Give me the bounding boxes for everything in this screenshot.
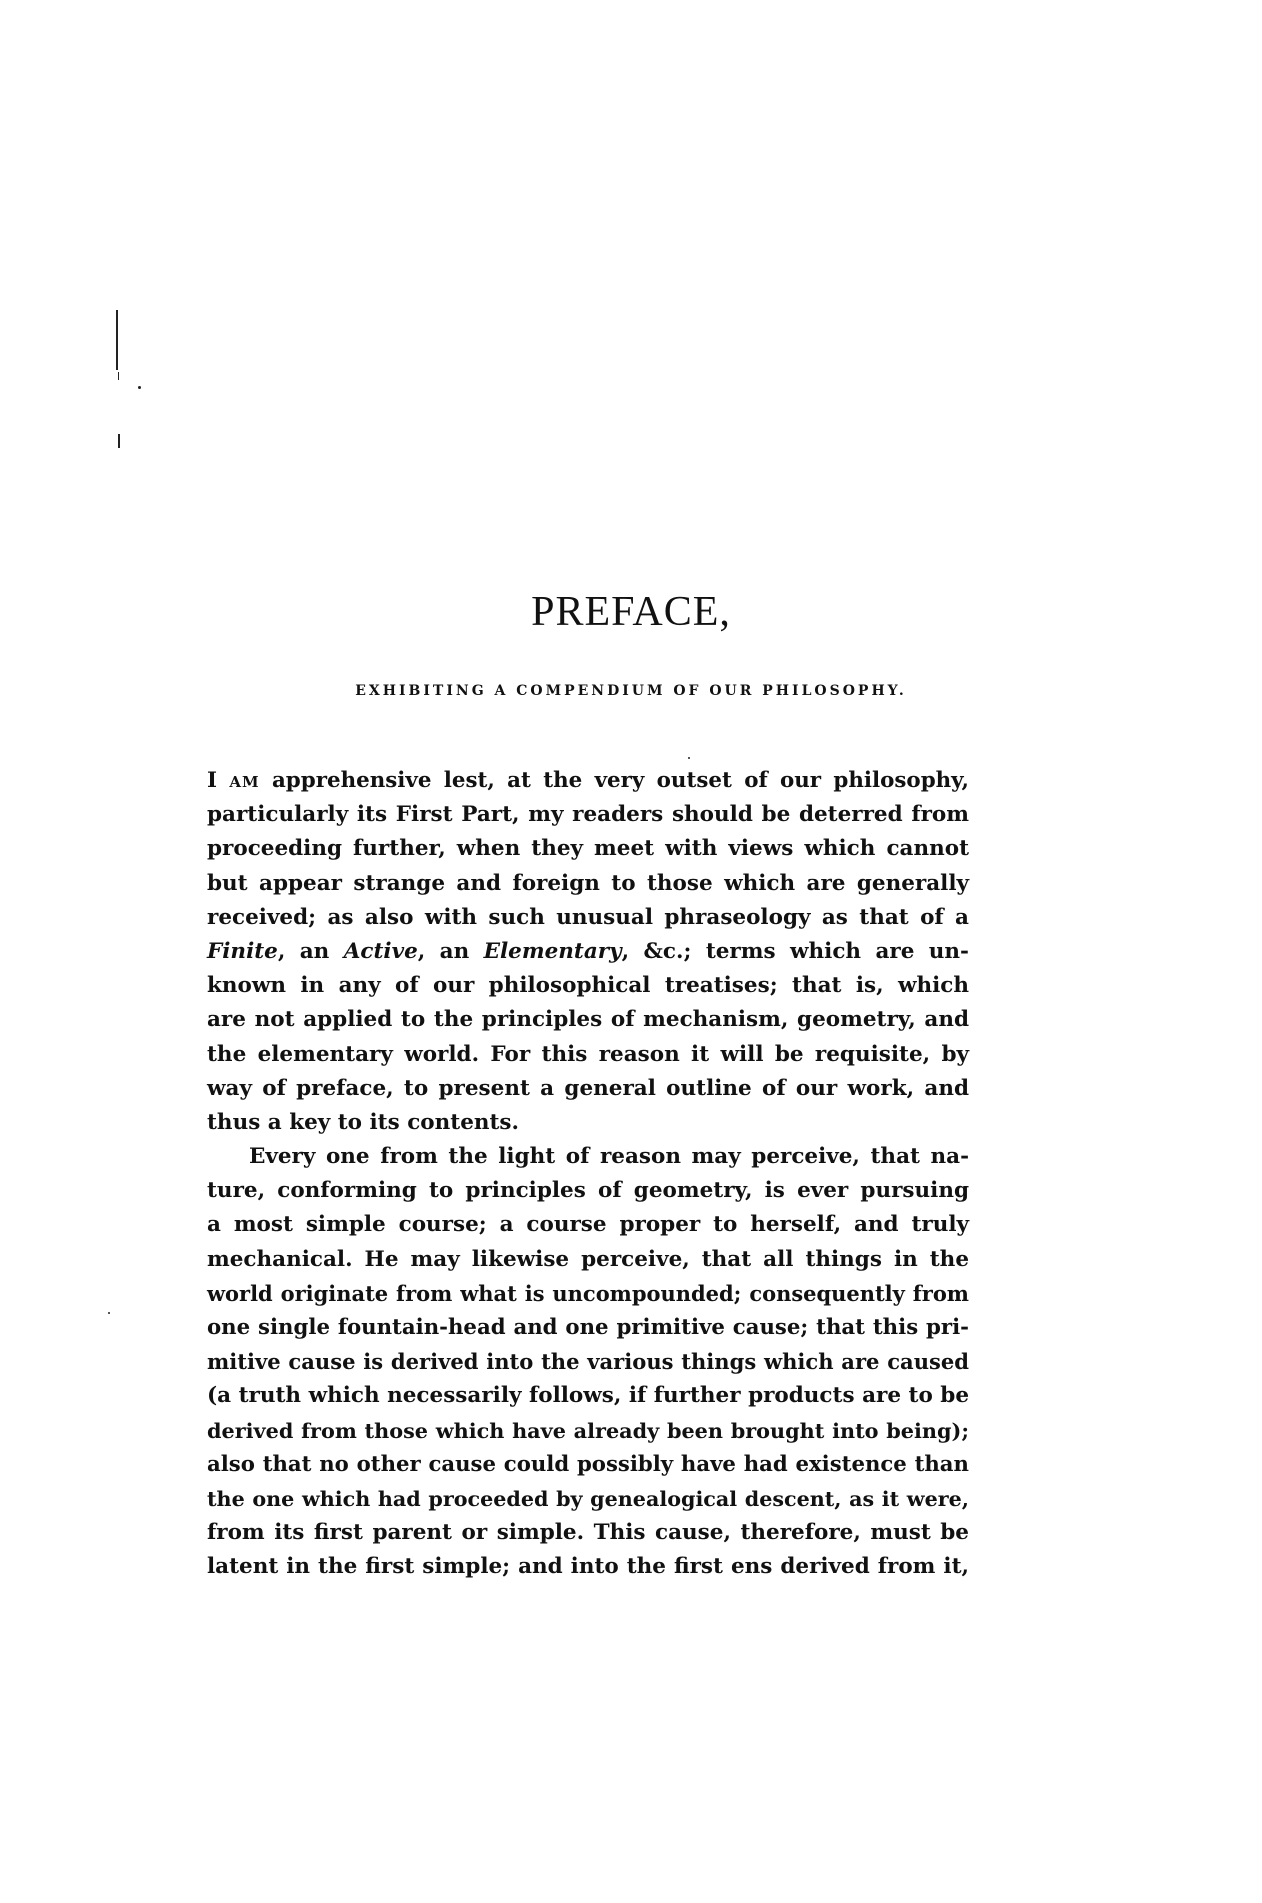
text-line: derived from those which have already been brought into being); <box>207 1417 969 1443</box>
body-text <box>207 764 969 1585</box>
text-line: proceeding further, when they meet with views which cannot <box>207 836 969 862</box>
text-line: are not applied to the principles of mechanism, geometry, and <box>207 1007 969 1033</box>
text-line: Every one from the light of reason may perceive, that na- <box>249 1144 969 1170</box>
text-line: world originate from what is uncompounded; consequently from <box>207 1280 969 1306</box>
text-line <box>207 764 969 798</box>
paragraph-2 <box>207 1140 969 1584</box>
text-line <box>207 935 969 969</box>
scan-artifact <box>118 434 120 448</box>
text-line: known in any of our philosophical treatises; that is, which <box>207 973 969 999</box>
text-line: the elementary world. For this reason it will be requisite, by <box>207 1041 969 1067</box>
text-line: from its first parent or simple. This cause, therefore, must be <box>207 1520 969 1546</box>
page-title: PREFACE, <box>531 589 731 635</box>
italic-term: Finite <box>207 938 278 964</box>
text-line: received; as also with such unusual phraseology as that of a <box>207 904 969 930</box>
text-line: (a truth which necessarily follows, if further products are to be <box>207 1383 969 1409</box>
line-rest: apprehensive lest, at the very outset of our philosophy, <box>259 768 969 793</box>
page-subtitle: EXHIBITING A COMPENDIUM OF OUR PHILOSOPHY. <box>355 683 907 699</box>
small-caps-word: AM <box>229 773 260 791</box>
italic-term: Elementary <box>483 938 622 964</box>
paragraph-1 <box>207 764 969 1140</box>
line-rest: , &c.; terms which are un- <box>621 938 969 964</box>
scan-artifact <box>138 386 141 389</box>
text-line: particularly its First Part, my readers should be deterred from <box>207 802 969 828</box>
text-line: way of preface, to present a general outline of our work, and <box>207 1075 969 1101</box>
text-line: mitive cause is derived into the various things which are caused <box>207 1349 969 1375</box>
scan-artifact <box>108 1312 110 1314</box>
line-separator: , an <box>277 938 344 964</box>
scan-artifact <box>688 757 690 759</box>
text-line: thus a key to its contents. <box>207 1109 520 1135</box>
line-lead: I <box>207 768 230 793</box>
scan-artifact <box>118 372 119 380</box>
italic-term: Active <box>343 938 418 964</box>
scan-artifact <box>116 310 118 370</box>
text-line: mechanical. He may likewise perceive, that all things in the <box>207 1246 969 1272</box>
line-separator: , an <box>417 938 484 964</box>
text-line: the one which had proceeded by genealogical descent, as it were, <box>207 1486 969 1511</box>
text-line: latent in the first simple; and into the first ens derived from it, <box>207 1554 969 1580</box>
text-line: a most simple course; a course proper to herself, and truly <box>207 1212 969 1238</box>
text-line: but appear strange and foreign to those which are generally <box>207 870 969 896</box>
text-line: one single fountain-head and one primitive cause; that this pri- <box>207 1315 969 1340</box>
text-line: also that no other cause could possibly have had existence than <box>207 1451 969 1477</box>
text-line: ture, conforming to principles of geometry, is ever pursuing <box>207 1178 969 1204</box>
